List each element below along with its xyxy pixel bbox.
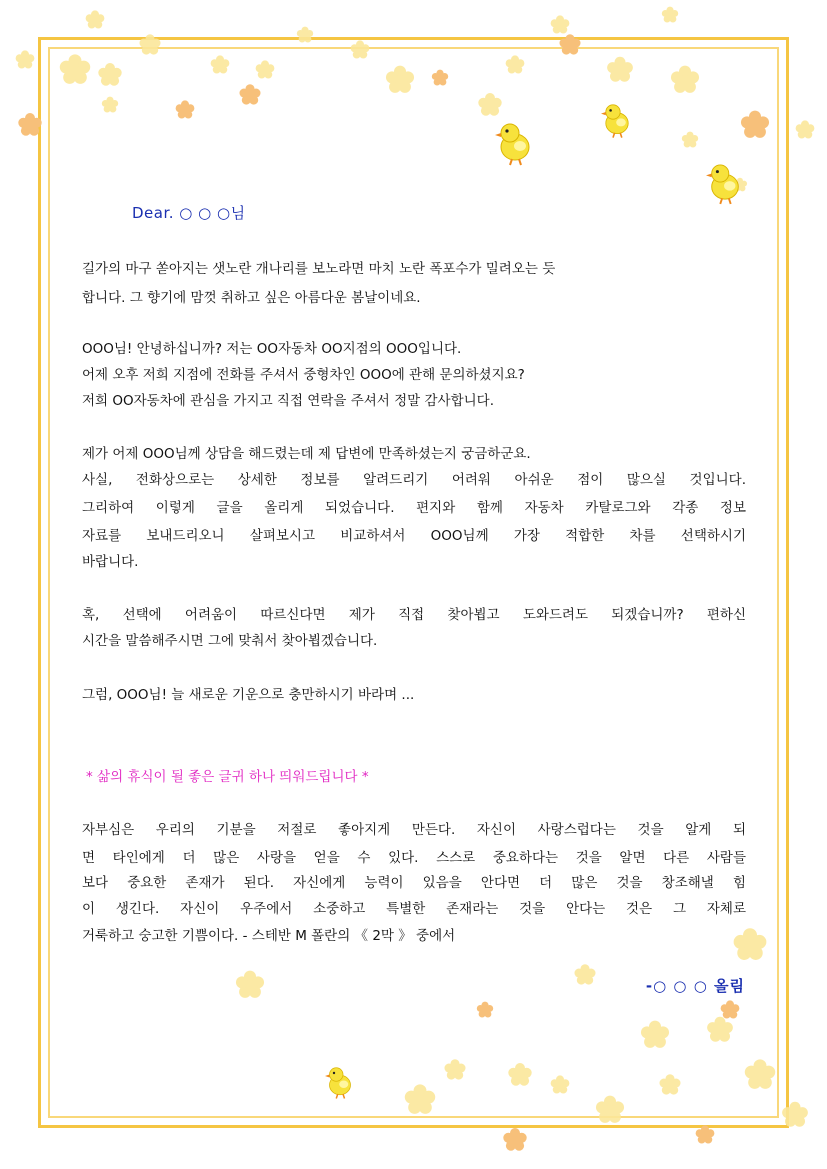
quote-line: 이 생긴다. 자신이 우주에서 소중하고 특별한 존재라는 것을 안다는 것은 그 자체로 [82, 901, 746, 917]
intro-line: 합니다. 그 향기에 맘껏 취하고 싶은 아름다운 봄날이네요. [82, 290, 421, 306]
letter-greeting: Dear. ○ ○ ○님 [132, 204, 246, 222]
quote-line: 면 타인에게 더 많은 사랑을 얻을 수 있다. 스스로 중요하다는 것을 알면 다른 사람들 [82, 850, 746, 866]
intro-line: 길가의 마구 쏟아지는 샛노란 개나리를 보노라면 마치 노란 폭포수가 밀려오는 듯 [82, 261, 556, 277]
quote-line: 자부심은 우리의 기분을 저절로 좋아지게 만든다. 자신이 사랑스럽다는 것을 알게 되 [82, 822, 746, 838]
body-line: 그리하여 이렇게 글을 올리게 되었습니다. 편지와 함께 자동차 카탈로그와 각종 정보 [82, 500, 746, 516]
body-line: 자료를 보내드리오니 살펴보시고 비교하셔서 OOO님께 가장 적합한 차를 선택하시기 [82, 528, 746, 544]
body-line: 저희 OO자동차에 관심을 가지고 직접 연락을 주셔서 정말 감사합니다. [82, 393, 494, 409]
closing-line: 그럼, OOO님! 늘 새로운 기운으로 충만하시기 바라며 ... [82, 687, 415, 703]
body-line: 혹, 선택에 어려움이 따르신다면 제가 직접 찾아뵙고 도와드려도 되겠습니까? 편하신 [82, 607, 746, 623]
quote-title: * 삶의 휴식이 될 좋은 글귀 하나 띄워드립니다 * [86, 769, 369, 785]
body-line: OOO님! 안녕하십니까? 저는 OO자동차 OO지점의 OOO입니다. [82, 341, 462, 357]
body-line: 바랍니다. [82, 554, 139, 570]
body-line: 어제 오후 저희 지점에 전화를 주셔서 중형차인 OOO에 관해 문의하셨지요? [82, 367, 525, 383]
body-line: 제가 어제 OOO님께 상담을 해드렸는데 제 답변에 만족하셨는지 궁금하군요. [82, 446, 531, 462]
body-line: 사실, 전화상으로는 상세한 정보를 알려드리기 어려워 아쉬운 점이 많으실 것입니다. [82, 472, 746, 488]
quote-line: 거룩하고 숭고한 기쁨이다. - 스테반 M 폴란의 《 2막 》 중에서 [82, 928, 456, 944]
signature: -○ ○ ○ 올림 [645, 977, 745, 995]
quote-line: 보다 중요한 존재가 된다. 자신에게 능력이 있음을 안다면 더 많은 것을 창조해낼 힘 [82, 875, 746, 891]
body-line: 시간을 말씀해주시면 그에 맞춰서 찾아뵙겠습니다. [82, 633, 378, 649]
